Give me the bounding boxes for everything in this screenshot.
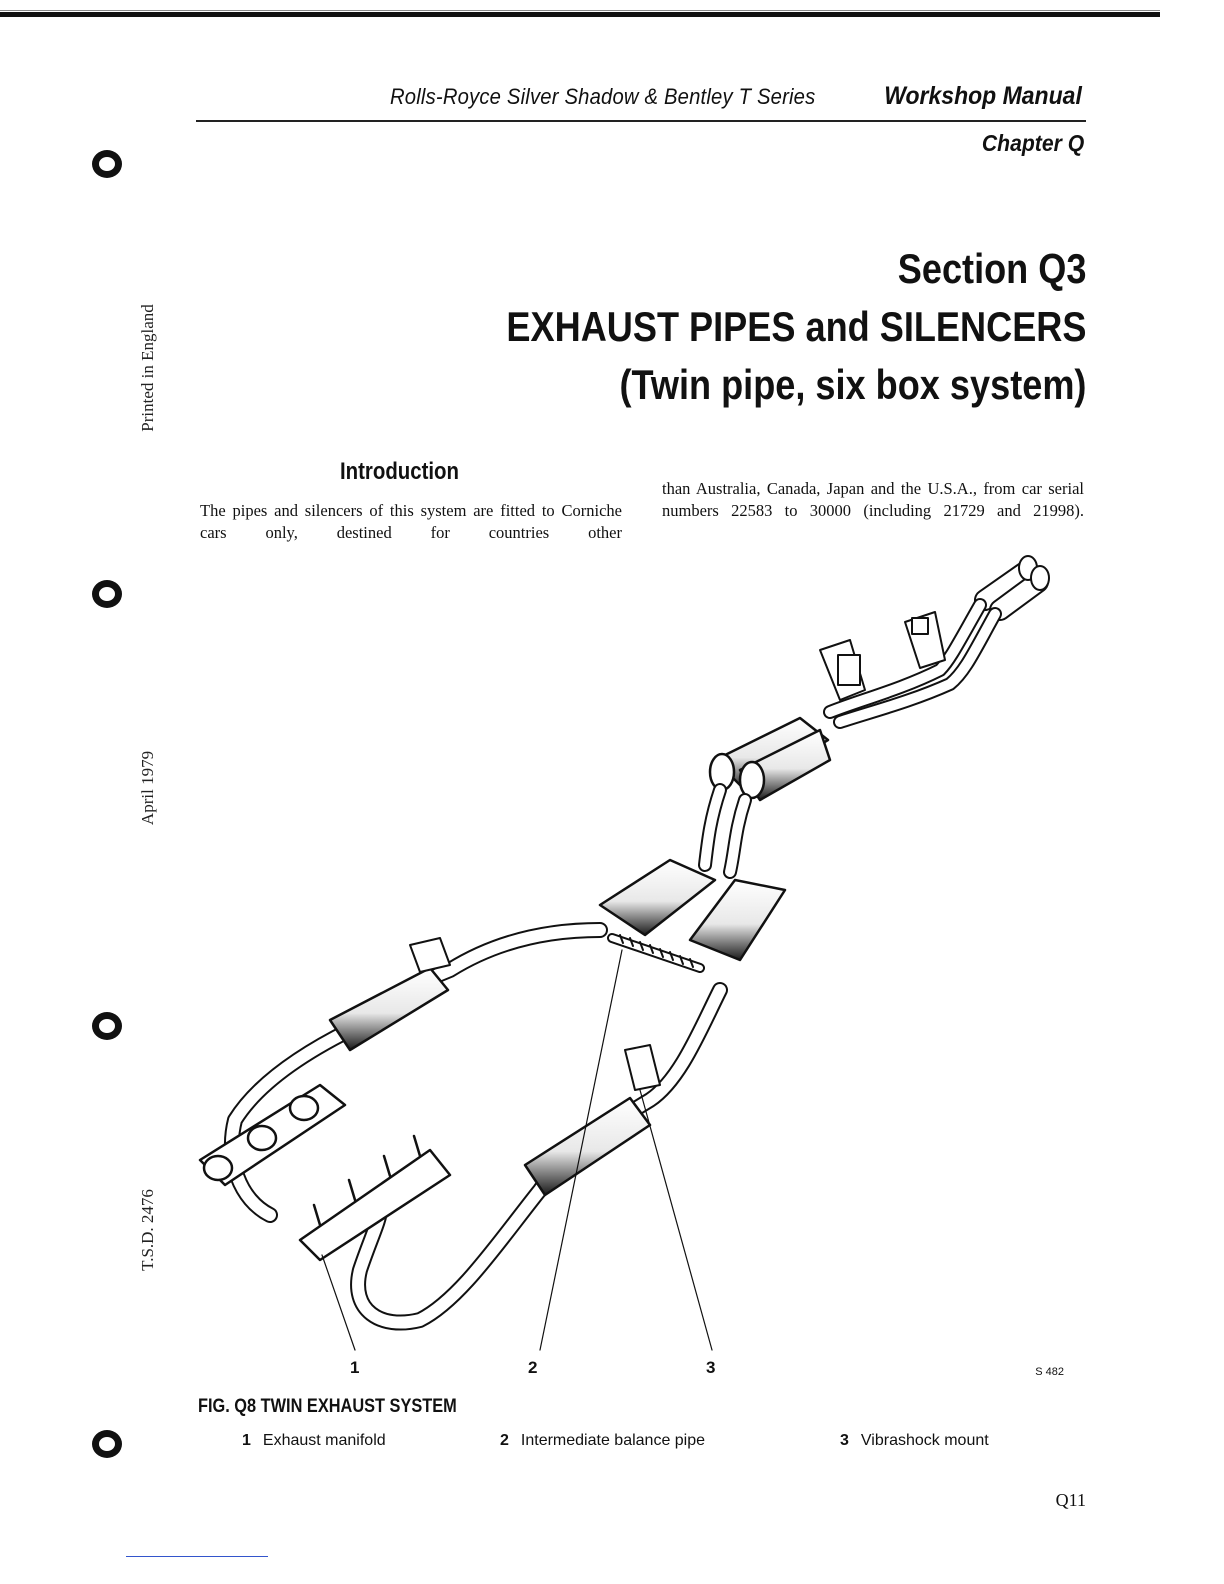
callout-2: 2 — [528, 1358, 538, 1377]
intro-text-left: The pipes and silencers of this system are fitted to Corniche cars only, destined for countries other — [200, 501, 622, 542]
tailpipes — [985, 556, 1049, 610]
front-silencer-left — [330, 968, 448, 1050]
intro-text-right: than Australia, Canada, Japan and the U.S.A., from car serial numbers 22583 to 30000 (including 21729 and 21998). — [662, 479, 1084, 520]
introduction-heading: Introduction — [340, 458, 459, 485]
printed-in-england: Printed in England — [138, 304, 157, 432]
tsd-number: T.S.D. 2476 — [138, 1189, 157, 1271]
legend-number: 2 — [500, 1432, 509, 1449]
book-title: Rolls-Royce Silver Shadow & Bentley T Series — [390, 84, 816, 109]
legend-item — [500, 1432, 705, 1450]
front-silencer-right — [525, 1098, 650, 1195]
legend-label: Exhaust manifold — [262, 1432, 386, 1449]
figure-caption: FIG. Q8 TWIN EXHAUST SYSTEM — [198, 1396, 457, 1417]
chapter-label: Chapter Q — [981, 130, 1084, 156]
legend-label: Vibrashock mount — [860, 1432, 989, 1449]
section-title: EXHAUST PIPES and SILENCERS — [505, 303, 1086, 350]
section-number: Section Q3 — [897, 245, 1086, 292]
legend-item — [840, 1432, 989, 1450]
figure-reference: S 482 — [1035, 1366, 1064, 1378]
print-date: April 1979 — [138, 750, 157, 826]
legend-item — [242, 1432, 386, 1450]
manual-label: Workshop Manual — [884, 82, 1082, 110]
legend-number: 3 — [840, 1432, 849, 1449]
bottom-rule — [126, 1556, 268, 1557]
rear-silencers — [710, 718, 830, 800]
legend-label: Intermediate balance pipe — [520, 1432, 706, 1449]
page-number: Q11 — [1055, 1490, 1086, 1510]
callout-3: 3 — [706, 1358, 716, 1377]
legend-number: 1 — [242, 1432, 251, 1449]
balance-pipe — [612, 935, 700, 968]
section-subtitle: (Twin pipe, six box system) — [619, 361, 1086, 408]
vibrashock-mounts — [410, 938, 660, 1090]
callout-1: 1 — [350, 1358, 360, 1377]
